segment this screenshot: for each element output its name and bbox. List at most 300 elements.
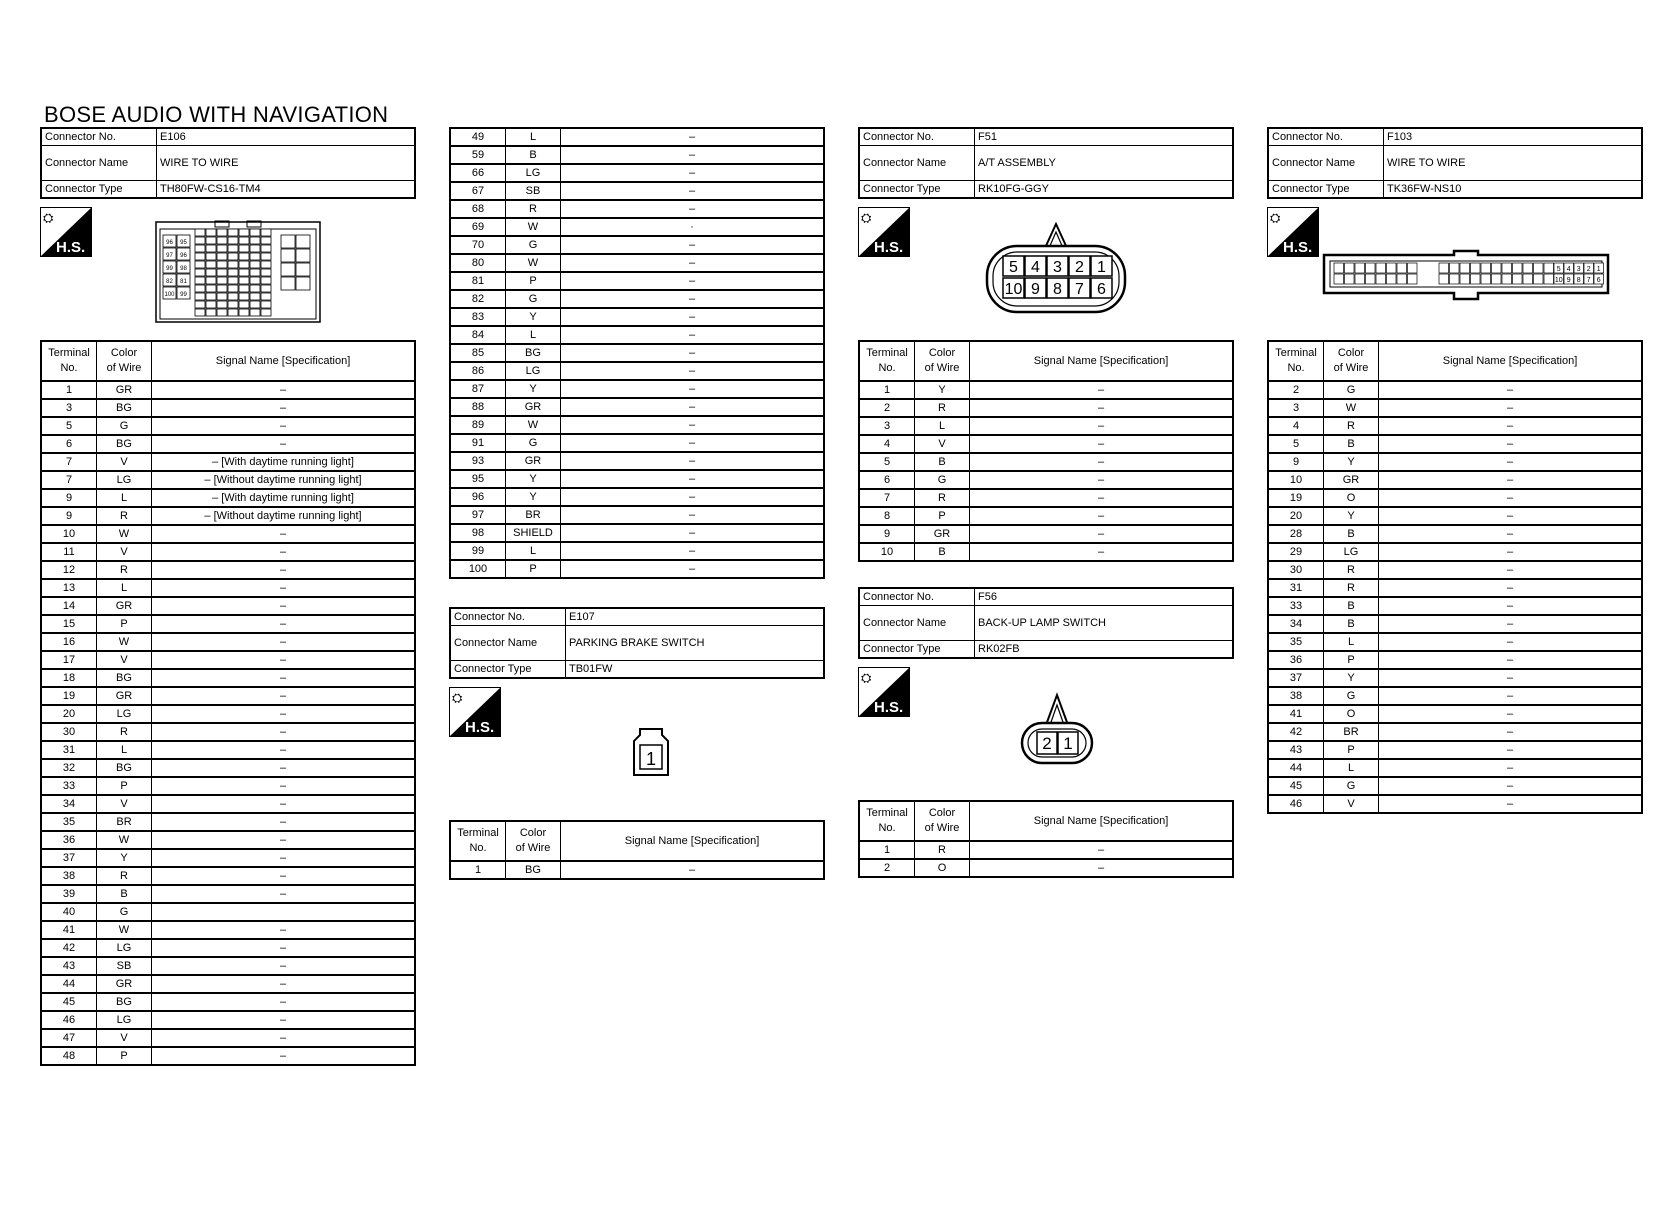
pin-cavity — [1471, 263, 1481, 273]
label-connector-name: Connector Name — [1268, 146, 1384, 181]
signal-name-cell: – — [152, 957, 416, 975]
signal-name-cell: – — [152, 849, 416, 867]
connector-f56-diagram — [1020, 693, 1094, 765]
pin-cavity — [1355, 263, 1365, 273]
wire-color-cell: W — [1324, 399, 1379, 417]
terminal-row — [450, 146, 824, 164]
signal-name-cell: – — [1379, 597, 1643, 615]
pin-cavity — [195, 285, 205, 292]
pin-cavity — [217, 245, 227, 252]
terminal-row — [1268, 507, 1642, 525]
wire-color-cell: Y — [1324, 669, 1379, 687]
pin-cavity — [1439, 274, 1449, 284]
signal-name-cell: – — [152, 723, 416, 741]
wire-color-cell: BR — [1324, 723, 1379, 741]
wire-color-cell: R — [1324, 417, 1379, 435]
terminal-no-cell: 14 — [41, 597, 97, 615]
signal-name-cell: – — [152, 417, 416, 435]
terminal-no-cell: 85 — [450, 344, 506, 362]
wire-color-cell: BR — [506, 506, 561, 524]
terminal-row — [41, 759, 415, 777]
terminal-no-cell: 40 — [41, 903, 97, 921]
pin-cavity — [250, 293, 260, 300]
pin-cavity — [217, 269, 227, 276]
pin-cavity — [195, 277, 205, 284]
wire-color-cell: W — [97, 921, 152, 939]
signal-name-cell: – — [561, 308, 825, 326]
pin-cavity — [261, 237, 271, 244]
pin-cavity — [1355, 274, 1365, 284]
header-terminal-no: Terminal No. — [1268, 341, 1324, 381]
terminal-row — [41, 957, 415, 975]
signal-name-cell: – [Without daytime running light] — [152, 471, 416, 489]
pin-label: 5 — [1556, 266, 1561, 273]
pin-cavity — [195, 293, 205, 300]
wire-color-cell: P — [506, 272, 561, 290]
terminal-no-cell: 34 — [1268, 615, 1324, 633]
wire-color-cell: B — [1324, 435, 1379, 453]
pin-label: 6 — [1596, 277, 1601, 284]
pin-cavity — [250, 237, 260, 244]
terminal-row — [859, 489, 1233, 507]
wire-color-cell: W — [506, 416, 561, 434]
signal-name-cell: – — [970, 859, 1234, 877]
pin-cavity — [195, 237, 205, 244]
terminal-no-cell: 86 — [450, 362, 506, 380]
signal-name-cell: – — [1379, 579, 1643, 597]
wire-color-cell: V — [97, 453, 152, 471]
pin-cavity — [239, 237, 249, 244]
connector-type-value: TH80FW-CS16-TM4 — [157, 181, 416, 199]
terminal-no-cell: 89 — [450, 416, 506, 434]
hs-symbol — [449, 687, 501, 737]
hs-label: H.S. — [56, 239, 86, 256]
terminal-no-cell: 95 — [450, 470, 506, 488]
terminal-row — [41, 993, 415, 1011]
terminal-row — [41, 435, 415, 453]
pin-cavity — [206, 269, 216, 276]
connector-no-value: F51 — [975, 128, 1234, 146]
terminal-row — [41, 651, 415, 669]
pin-cavity — [239, 293, 249, 300]
connector-f56-column — [858, 587, 1234, 659]
signal-name-cell: – — [1379, 543, 1643, 561]
terminal-row — [1268, 669, 1642, 687]
terminal-no-cell: 6 — [41, 435, 97, 453]
terminal-row — [1268, 795, 1642, 813]
terminal-row — [41, 1029, 415, 1047]
terminal-no-cell: 9 — [41, 489, 97, 507]
signal-name-cell: – — [152, 687, 416, 705]
terminal-no-cell: 38 — [1268, 687, 1324, 705]
terminal-table-header — [450, 821, 824, 861]
label-connector-type: Connector Type — [859, 181, 975, 199]
signal-name-cell: – — [152, 669, 416, 687]
label-connector-no: Connector No. — [450, 608, 566, 626]
signal-name-cell: – — [561, 254, 825, 272]
wire-color-cell: L — [97, 579, 152, 597]
pin-cavity — [1492, 274, 1502, 284]
signal-name-cell: – — [152, 921, 416, 939]
signal-name-cell: – — [561, 452, 825, 470]
wire-color-cell: LG — [97, 705, 152, 723]
hs-symbol — [858, 207, 910, 257]
wire-color-cell: B — [1324, 597, 1379, 615]
pin-label: 96 — [166, 240, 173, 246]
signal-name-cell: – — [561, 290, 825, 308]
hs-label: H.S. — [465, 719, 495, 736]
terminal-no-cell: 96 — [450, 488, 506, 506]
connector-no-value: E106 — [157, 128, 416, 146]
pin-label: 6 — [1097, 281, 1106, 298]
pin-cavity — [206, 229, 216, 236]
wire-color-cell: B — [1324, 615, 1379, 633]
connector-e106-terminal-table — [40, 340, 416, 1066]
pin-cavity — [228, 261, 238, 268]
terminal-row — [1268, 615, 1642, 633]
pin-cavity — [261, 285, 271, 292]
terminal-row — [41, 399, 415, 417]
pin-cavity — [239, 245, 249, 252]
connector-e107-info-table — [449, 607, 825, 679]
terminal-row — [41, 777, 415, 795]
connector-f51-diagram — [985, 222, 1127, 314]
wire-color-cell: P — [1324, 741, 1379, 759]
pin-cavity — [206, 261, 216, 268]
terminal-no-cell: 7 — [41, 471, 97, 489]
pin-cavity — [250, 245, 260, 252]
wire-color-cell: R — [97, 723, 152, 741]
terminal-row — [41, 885, 415, 903]
pin-label: 5 — [1009, 259, 1018, 276]
terminal-no-cell: 17 — [41, 651, 97, 669]
wire-color-cell: B — [915, 543, 970, 561]
terminal-row — [450, 434, 824, 452]
wire-color-cell: Y — [506, 308, 561, 326]
terminal-no-cell: 3 — [1268, 399, 1324, 417]
signal-name-cell: – — [561, 272, 825, 290]
terminal-row — [450, 506, 824, 524]
terminal-row — [450, 236, 824, 254]
wire-color-cell: O — [1324, 489, 1379, 507]
terminal-no-cell: 66 — [450, 164, 506, 182]
wire-color-cell: BG — [97, 669, 152, 687]
terminal-row — [41, 543, 415, 561]
signal-name-cell: – — [1379, 687, 1643, 705]
pin-cavity — [206, 301, 216, 308]
signal-name-cell: – — [1379, 615, 1643, 633]
terminal-no-cell: 80 — [450, 254, 506, 272]
wire-color-cell: W — [97, 633, 152, 651]
wire-color-cell: B — [506, 146, 561, 164]
wire-color-cell: LG — [506, 362, 561, 380]
signal-name-cell: – — [1379, 381, 1643, 399]
signal-name-cell: – — [1379, 741, 1643, 759]
pin-cavity — [206, 237, 216, 244]
signal-name-cell: – — [152, 759, 416, 777]
signal-name-cell: – — [561, 434, 825, 452]
terminal-row — [1268, 633, 1642, 651]
pin-cavity — [1334, 263, 1344, 273]
connector-f103-diagram — [1322, 249, 1610, 303]
pin-cavity — [261, 301, 271, 308]
hs-symbol — [40, 207, 92, 257]
signal-name-cell: – — [1379, 507, 1643, 525]
terminal-row — [41, 975, 415, 993]
terminal-row — [41, 1011, 415, 1029]
signal-name-cell: – — [152, 705, 416, 723]
terminal-row — [41, 849, 415, 867]
pin-cavity — [228, 285, 238, 292]
wire-color-cell: G — [97, 903, 152, 921]
connector-f51-terminal-table — [858, 340, 1234, 562]
pin-cavity — [239, 261, 249, 268]
connector-name-value: BACK-UP LAMP SWITCH — [975, 606, 1234, 641]
signal-name-cell: – — [561, 524, 825, 542]
signal-name-cell: – — [1379, 417, 1643, 435]
pin-cavity — [1513, 263, 1523, 273]
terminal-row — [1268, 561, 1642, 579]
terminal-no-cell: 41 — [1268, 705, 1324, 723]
header-terminal-no: Terminal No. — [450, 821, 506, 861]
terminal-no-cell: 38 — [41, 867, 97, 885]
label-connector-no: Connector No. — [1268, 128, 1384, 146]
pin-cavity — [1481, 263, 1491, 273]
terminal-no-cell: 19 — [41, 687, 97, 705]
signal-name-cell: – — [561, 488, 825, 506]
pin-cavity — [261, 245, 271, 252]
page-title: BOSE AUDIO WITH NAVIGATION — [44, 102, 389, 127]
terminal-row — [450, 488, 824, 506]
pin-label: 4 — [1031, 259, 1040, 276]
wire-color-cell: B — [1324, 525, 1379, 543]
label-connector-name: Connector Name — [41, 146, 157, 181]
terminal-row — [1268, 543, 1642, 561]
signal-name-cell: – — [561, 542, 825, 560]
terminal-row — [1268, 597, 1642, 615]
terminal-row — [1268, 705, 1642, 723]
pin-cavity — [239, 253, 249, 260]
terminal-row — [41, 705, 415, 723]
wire-color-cell: Y — [97, 849, 152, 867]
hs-label: H.S. — [874, 239, 904, 256]
signal-name-cell: – [Without daytime running light] — [152, 507, 416, 525]
wire-color-cell: LG — [506, 164, 561, 182]
pin-cavity — [195, 253, 205, 260]
terminal-no-cell: 10 — [859, 543, 915, 561]
pin-label: 99 — [166, 266, 173, 272]
terminal-no-cell: 11 — [41, 543, 97, 561]
signal-name-cell: – — [1379, 525, 1643, 543]
terminal-no-cell: 82 — [450, 290, 506, 308]
wire-color-cell: GR — [506, 452, 561, 470]
wire-color-cell: GR — [506, 398, 561, 416]
pin-cavity — [296, 277, 310, 290]
wire-color-cell: R — [915, 399, 970, 417]
terminal-no-cell: 13 — [41, 579, 97, 597]
terminal-no-cell: 8 — [859, 507, 915, 525]
terminal-no-cell: 46 — [1268, 795, 1324, 813]
pin-cavity — [228, 253, 238, 260]
terminal-no-cell: 5 — [1268, 435, 1324, 453]
signal-name-cell: – — [970, 507, 1234, 525]
terminal-row — [41, 939, 415, 957]
wire-color-cell: LG — [97, 471, 152, 489]
terminal-row — [1268, 777, 1642, 795]
pin-cavity — [296, 249, 310, 262]
wire-color-cell: GR — [915, 525, 970, 543]
connector-type-value: TB01FW — [566, 661, 825, 679]
signal-name-cell: – — [561, 398, 825, 416]
terminal-row — [859, 399, 1233, 417]
terminal-no-cell: 99 — [450, 542, 506, 560]
terminal-row — [450, 861, 824, 879]
terminal-no-cell: 84 — [450, 326, 506, 344]
terminal-row — [859, 507, 1233, 525]
pin-cavity — [228, 309, 238, 316]
signal-name-cell: – — [152, 1047, 416, 1065]
terminal-row — [450, 470, 824, 488]
pin-label: 95 — [180, 240, 187, 246]
signal-name-cell: – — [1379, 489, 1643, 507]
pin-cavity — [239, 277, 249, 284]
terminal-row — [41, 669, 415, 687]
wire-color-cell: L — [506, 128, 561, 146]
header-signal-name: Signal Name [Specification] — [970, 801, 1234, 841]
wire-color-cell: W — [97, 831, 152, 849]
terminal-row — [41, 687, 415, 705]
terminal-no-cell: 9 — [41, 507, 97, 525]
pin-cavity — [281, 277, 295, 290]
header-signal-name: Signal Name [Specification] — [1379, 341, 1643, 381]
signal-name-cell: – — [152, 1029, 416, 1047]
signal-name-cell: – — [152, 597, 416, 615]
pin-cavity — [1534, 263, 1544, 273]
pin-cavity — [1345, 263, 1355, 273]
terminal-no-cell: 9 — [859, 525, 915, 543]
terminal-row — [1268, 759, 1642, 777]
terminal-row — [1268, 417, 1642, 435]
connector-e107-column — [449, 607, 825, 679]
terminal-row — [859, 525, 1233, 543]
pin-label: 8 — [1053, 281, 1062, 298]
pin-cavity — [217, 237, 227, 244]
terminal-row — [41, 867, 415, 885]
terminal-row — [859, 471, 1233, 489]
wire-color-cell: R — [97, 507, 152, 525]
wire-color-cell: L — [1324, 759, 1379, 777]
header-color-of-wire: Color of Wire — [915, 801, 970, 841]
connector-name-value: WIRE TO WIRE — [157, 146, 416, 181]
pin-cavity — [217, 277, 227, 284]
pin-label: 82 — [166, 279, 173, 285]
wire-color-cell: R — [97, 867, 152, 885]
pin-label: 98 — [180, 266, 187, 272]
wire-color-cell: GR — [97, 597, 152, 615]
pin-cavity — [228, 229, 238, 236]
wire-color-cell: LG — [97, 939, 152, 957]
pin-label: 2 — [1075, 259, 1084, 276]
connector-no-value: F56 — [975, 588, 1234, 606]
pin-label: 9 — [1031, 281, 1040, 298]
terminal-no-cell: 6 — [859, 471, 915, 489]
terminal-no-cell: 9 — [1268, 453, 1324, 471]
signal-name-cell: – — [561, 506, 825, 524]
signal-name-cell: – — [152, 831, 416, 849]
pin-cavity — [250, 269, 260, 276]
terminal-no-cell: 36 — [1268, 651, 1324, 669]
pin-cavity — [217, 261, 227, 268]
signal-name-cell: – — [561, 182, 825, 200]
label-connector-type: Connector Type — [859, 641, 975, 659]
terminal-row — [41, 903, 415, 921]
wire-color-cell: L — [97, 741, 152, 759]
wire-color-cell: Y — [506, 470, 561, 488]
pin-cavity — [1376, 263, 1386, 273]
pin-cavity — [1376, 274, 1386, 284]
wire-color-cell: Y — [1324, 507, 1379, 525]
signal-name-cell: – [With daytime running light] — [152, 453, 416, 471]
pin-label: 97 — [166, 253, 173, 259]
connector-no-value: F103 — [1384, 128, 1643, 146]
terminal-no-cell: 45 — [41, 993, 97, 1011]
signal-name-cell: – — [970, 471, 1234, 489]
connector-f51-info-table — [858, 127, 1234, 199]
terminal-no-cell: 30 — [1268, 561, 1324, 579]
terminal-row — [450, 524, 824, 542]
terminal-no-cell: 35 — [1268, 633, 1324, 651]
wire-color-cell: G — [506, 290, 561, 308]
signal-name-cell: – — [152, 615, 416, 633]
terminal-no-cell: 42 — [1268, 723, 1324, 741]
signal-name-cell: – — [152, 633, 416, 651]
pin-cavity — [195, 229, 205, 236]
wire-color-cell: W — [506, 218, 561, 236]
signal-name-cell: – — [1379, 705, 1643, 723]
terminal-no-cell: 7 — [859, 489, 915, 507]
signal-name-cell: – — [561, 164, 825, 182]
pin-cavity — [1492, 263, 1502, 273]
signal-name-cell: – — [970, 417, 1234, 435]
wire-color-cell: V — [97, 1029, 152, 1047]
wire-color-cell: O — [1324, 705, 1379, 723]
pin-cavity — [195, 309, 205, 316]
pin-cavity — [281, 235, 295, 248]
wire-color-cell: BG — [506, 861, 561, 879]
terminal-row — [450, 254, 824, 272]
terminal-no-cell: 33 — [1268, 597, 1324, 615]
pin-cavity — [1387, 263, 1397, 273]
signal-name-cell: – — [152, 813, 416, 831]
signal-name-cell: – — [970, 525, 1234, 543]
label-connector-type: Connector Type — [450, 661, 566, 679]
wire-color-cell: R — [915, 489, 970, 507]
signal-name-cell: – [With daytime running light] — [152, 489, 416, 507]
pin-cavity — [228, 277, 238, 284]
wire-color-cell: V — [97, 651, 152, 669]
label-connector-type: Connector Type — [1268, 181, 1384, 199]
wire-color-cell: R — [915, 841, 970, 859]
terminal-row — [450, 308, 824, 326]
signal-name-cell: – — [970, 453, 1234, 471]
pin-label: 9 — [1566, 277, 1571, 284]
terminal-row — [859, 841, 1233, 859]
pin-label: 3 — [1053, 259, 1062, 276]
terminal-row — [450, 344, 824, 362]
terminal-no-cell: 97 — [450, 506, 506, 524]
pin-cavity — [239, 309, 249, 316]
terminal-no-cell: 28 — [1268, 525, 1324, 543]
